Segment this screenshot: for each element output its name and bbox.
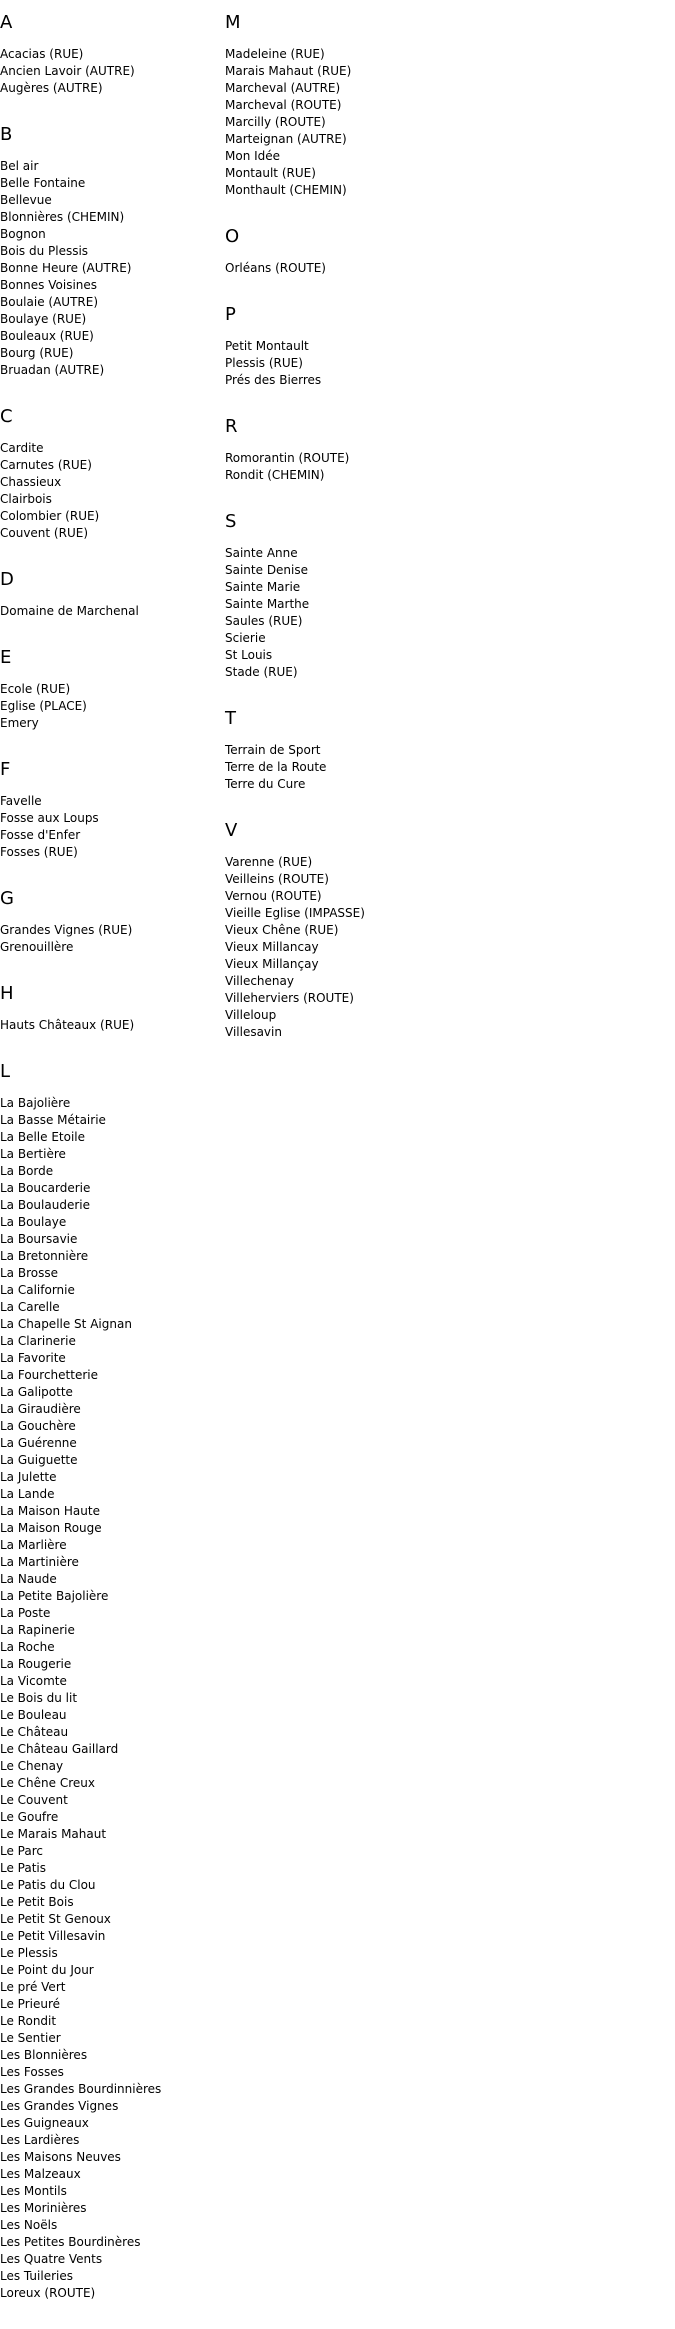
street-list-item: Les Noëls bbox=[0, 2218, 58, 2232]
street-list-item: Villeloup bbox=[225, 1008, 277, 1022]
street-list-item: Favelle bbox=[0, 794, 42, 808]
street-list bbox=[225, 742, 445, 793]
street-list-item: Le Petit Villesavin bbox=[0, 1929, 106, 1943]
street-list-item: Cardite bbox=[0, 441, 44, 455]
street-list-item: La Marlière bbox=[0, 1538, 67, 1552]
section-letter-heading: M bbox=[225, 12, 241, 33]
street-list-item: La Poste bbox=[0, 1606, 51, 1620]
letter-section bbox=[0, 983, 220, 1034]
street-list-item: Les Malzeaux bbox=[0, 2167, 81, 2181]
street-list bbox=[225, 338, 445, 389]
section-letter-heading: E bbox=[0, 647, 12, 668]
letter-section bbox=[0, 888, 220, 956]
street-list-item: Belle Fontaine bbox=[0, 176, 86, 190]
street-list-item: Stade (RUE) bbox=[225, 665, 298, 679]
street-list-item: La Naude bbox=[0, 1572, 57, 1586]
street-list bbox=[0, 158, 220, 379]
street-list-item: Monthault (CHEMIN) bbox=[225, 183, 347, 197]
street-list-item: Bruadan (AUTRE) bbox=[0, 363, 105, 377]
street-list bbox=[0, 922, 220, 956]
street-list bbox=[0, 1017, 220, 1034]
street-list-item: La Maison Haute bbox=[0, 1504, 100, 1518]
street-list-item: Le Prieuré bbox=[0, 1997, 61, 2011]
street-list bbox=[225, 450, 445, 484]
street-list-item: Villechenay bbox=[225, 974, 294, 988]
street-list-item: Mon Idée bbox=[225, 149, 281, 163]
street-list-item: La Favorite bbox=[0, 1351, 66, 1365]
street-list-item: La Bertière bbox=[0, 1147, 66, 1161]
street-list-item: Fosse d'Enfer bbox=[0, 828, 81, 842]
street-list-item: Le Point du Jour bbox=[0, 1963, 94, 1977]
letter-section bbox=[225, 820, 445, 1041]
street-list bbox=[0, 793, 220, 861]
street-list-item: Le Bouleau bbox=[0, 1708, 67, 1722]
street-list-item: Bel air bbox=[0, 159, 39, 173]
street-list-item: La Maison Rouge bbox=[0, 1521, 102, 1535]
street-list-item: Le Plessis bbox=[0, 1946, 58, 1960]
street-list-item: Sainte Anne bbox=[225, 546, 298, 560]
street-list-item: Loreux (ROUTE) bbox=[0, 2286, 96, 2300]
street-list-item: St Louis bbox=[225, 648, 273, 662]
street-list-item: La Roche bbox=[0, 1640, 55, 1654]
letter-section bbox=[0, 569, 220, 620]
letter-section bbox=[0, 647, 220, 732]
section-letter-heading: S bbox=[225, 511, 237, 532]
street-index-column-right bbox=[225, 12, 445, 1068]
street-list-item: La Bretonnière bbox=[0, 1249, 89, 1263]
street-list-item: La Petite Bajolière bbox=[0, 1589, 109, 1603]
street-list-item: Le Patis du Clou bbox=[0, 1878, 96, 1892]
street-list-item: La Boulauderie bbox=[0, 1198, 90, 1212]
street-list-item: La Bajolière bbox=[0, 1096, 71, 1110]
street-list-item: La Rougerie bbox=[0, 1657, 72, 1671]
street-list-item: Les Guigneaux bbox=[0, 2116, 89, 2130]
street-list-item: Carnutes (RUE) bbox=[0, 458, 92, 472]
street-list-item: La Vicomte bbox=[0, 1674, 67, 1688]
street-list-item: Domaine de Marchenal bbox=[0, 604, 139, 618]
street-list-item: Couvent (RUE) bbox=[0, 526, 89, 540]
street-list-item: Les Fosses bbox=[0, 2065, 64, 2079]
street-list-item: Bellevue bbox=[0, 193, 52, 207]
street-list-item: Chassieux bbox=[0, 475, 62, 489]
street-list bbox=[0, 681, 220, 732]
street-list-item: Les Grandes Vignes bbox=[0, 2099, 119, 2113]
street-list-item: Le Petit Bois bbox=[0, 1895, 74, 1909]
street-list-item: La Carelle bbox=[0, 1300, 60, 1314]
street-list-item: La Giraudière bbox=[0, 1402, 81, 1416]
street-list-item: Boulaie (AUTRE) bbox=[0, 295, 99, 309]
section-letter-heading: V bbox=[225, 820, 238, 841]
street-list-item: Villeherviers (ROUTE) bbox=[225, 991, 354, 1005]
street-list-item: Le Château bbox=[0, 1725, 69, 1739]
street-list-item: La Chapelle St Aignan bbox=[0, 1317, 132, 1331]
letter-section bbox=[225, 416, 445, 484]
street-list-item: Romorantin (ROUTE) bbox=[225, 451, 350, 465]
street-list-item: Vieille Eglise (IMPASSE) bbox=[225, 906, 365, 920]
street-list bbox=[0, 603, 220, 620]
street-list-item: Vieux Millancay bbox=[225, 940, 319, 954]
street-list-item: Les Morinières bbox=[0, 2201, 87, 2215]
section-letter-heading: P bbox=[225, 304, 236, 325]
street-list-item: Marcilly (ROUTE) bbox=[225, 115, 326, 129]
street-list-item: Bourg (RUE) bbox=[0, 346, 74, 360]
street-list-item: La Californie bbox=[0, 1283, 75, 1297]
street-list-item: Eglise (PLACE) bbox=[0, 699, 87, 713]
letter-section bbox=[225, 226, 445, 277]
section-letter-heading: L bbox=[0, 1061, 11, 1082]
street-list-item: Le Chêne Creux bbox=[0, 1776, 95, 1790]
street-list-item: Le Rondit bbox=[0, 2014, 57, 2028]
street-list-item: Fosse aux Loups bbox=[0, 811, 99, 825]
street-list-item: Bonnes Voisines bbox=[0, 278, 98, 292]
street-list-item: Veilleins (ROUTE) bbox=[225, 872, 329, 886]
section-letter-heading: B bbox=[0, 124, 13, 145]
street-list-item: Petit Montault bbox=[225, 339, 309, 353]
street-list-item: Bois du Plessis bbox=[0, 244, 89, 258]
street-list-item: Les Grandes Bourdinnières bbox=[0, 2082, 162, 2096]
street-list-item: Vieux Millançay bbox=[225, 957, 319, 971]
section-letter-heading: T bbox=[225, 708, 236, 729]
street-list-item: Rondit (CHEMIN) bbox=[225, 468, 325, 482]
street-list-item: Grenouillère bbox=[0, 940, 74, 954]
street-list bbox=[0, 46, 220, 97]
letter-section bbox=[225, 304, 445, 389]
street-list-item: La Julette bbox=[0, 1470, 57, 1484]
street-list-item: Le Parc bbox=[0, 1844, 43, 1858]
street-list-item: La Lande bbox=[0, 1487, 55, 1501]
section-letter-heading: C bbox=[0, 406, 13, 427]
street-list bbox=[225, 545, 445, 681]
letter-section bbox=[0, 12, 220, 97]
street-list-item: Terre du Cure bbox=[225, 777, 306, 791]
street-list-item: Terre de la Route bbox=[225, 760, 327, 774]
street-list bbox=[225, 46, 445, 199]
street-list-item: Les Blonnières bbox=[0, 2048, 88, 2062]
section-letter-heading: R bbox=[225, 416, 238, 437]
street-list-item: Marcheval (ROUTE) bbox=[225, 98, 342, 112]
letter-section bbox=[0, 1061, 220, 2302]
letter-section bbox=[225, 12, 445, 199]
section-letter-heading: D bbox=[0, 569, 14, 590]
letter-section bbox=[0, 759, 220, 861]
street-list-item: Hauts Châteaux (RUE) bbox=[0, 1018, 135, 1032]
street-list-item: La Clarinerie bbox=[0, 1334, 76, 1348]
street-list-item: Bouleaux (RUE) bbox=[0, 329, 94, 343]
section-letter-heading: A bbox=[0, 12, 13, 33]
street-list-item: Boulaye (RUE) bbox=[0, 312, 87, 326]
street-list-item: Bognon bbox=[0, 227, 46, 241]
street-list-item: Sainte Marie bbox=[225, 580, 301, 594]
street-index-column-left bbox=[0, 12, 220, 2329]
letter-section bbox=[0, 124, 220, 379]
street-list-item: Le Patis bbox=[0, 1861, 47, 1875]
street-list-item: Plessis (RUE) bbox=[225, 356, 303, 370]
street-list-item: Le Petit St Genoux bbox=[0, 1912, 111, 1926]
street-list-item: Ancien Lavoir (AUTRE) bbox=[0, 64, 135, 78]
street-list-item: La Gouchère bbox=[0, 1419, 76, 1433]
street-list-item: Vernou (ROUTE) bbox=[225, 889, 322, 903]
street-list-item: Marais Mahaut (RUE) bbox=[225, 64, 352, 78]
street-list-item: La Guérenne bbox=[0, 1436, 77, 1450]
street-list-item: Vieux Chêne (RUE) bbox=[225, 923, 339, 937]
section-letter-heading: O bbox=[225, 226, 240, 247]
street-list-item: Le Chenay bbox=[0, 1759, 64, 1773]
street-list-item: Fosses (RUE) bbox=[0, 845, 78, 859]
street-list-item: Orléans (ROUTE) bbox=[225, 261, 326, 275]
street-list-item: Bonne Heure (AUTRE) bbox=[0, 261, 132, 275]
street-list-item: La Boucarderie bbox=[0, 1181, 91, 1195]
street-list-item: La Galipotte bbox=[0, 1385, 73, 1399]
street-list-item: Montault (RUE) bbox=[225, 166, 316, 180]
street-list-item: La Martinière bbox=[0, 1555, 79, 1569]
street-list-item: La Boulaye bbox=[0, 1215, 67, 1229]
street-list-item: La Basse Métairie bbox=[0, 1113, 106, 1127]
street-list-item: Prés des Bierres bbox=[225, 373, 322, 387]
street-list-item: La Fourchetterie bbox=[0, 1368, 98, 1382]
street-list-item: Villesavin bbox=[225, 1025, 282, 1039]
street-list bbox=[225, 854, 445, 1041]
street-list-item: Marteignan (AUTRE) bbox=[225, 132, 347, 146]
street-list-item: Blonnières (CHEMIN) bbox=[0, 210, 125, 224]
street-list-item: Colombier (RUE) bbox=[0, 509, 100, 523]
letter-section bbox=[225, 511, 445, 681]
street-list-item: La Guiguette bbox=[0, 1453, 78, 1467]
street-list-item: La Rapinerie bbox=[0, 1623, 75, 1637]
street-list-item: Marcheval (AUTRE) bbox=[225, 81, 341, 95]
street-list-item: Madeleine (RUE) bbox=[225, 47, 325, 61]
street-list-item: La Boursavie bbox=[0, 1232, 78, 1246]
street-list-item: Les Lardières bbox=[0, 2133, 80, 2147]
street-list-item: Ecole (RUE) bbox=[0, 682, 71, 696]
street-list-item: Clairbois bbox=[0, 492, 52, 506]
street-list-item: Grandes Vignes (RUE) bbox=[0, 923, 133, 937]
street-list-item: Les Petites Bourdinères bbox=[0, 2235, 141, 2249]
street-list-item: Emery bbox=[0, 716, 39, 730]
street-list-item: Le pré Vert bbox=[0, 1980, 66, 1994]
street-list-item: Le Bois du lit bbox=[0, 1691, 78, 1705]
letter-section bbox=[0, 406, 220, 542]
street-list-item: Scierie bbox=[225, 631, 266, 645]
street-list bbox=[225, 260, 445, 277]
letter-section bbox=[225, 708, 445, 793]
section-letter-heading: G bbox=[0, 888, 14, 909]
street-list-item: Les Tuileries bbox=[0, 2269, 73, 2283]
street-list bbox=[0, 1095, 220, 2302]
street-list-item: Les Montils bbox=[0, 2184, 67, 2198]
street-list-item: Le Marais Mahaut bbox=[0, 1827, 107, 1841]
street-list-item: Le Sentier bbox=[0, 2031, 61, 2045]
street-list-item: Saules (RUE) bbox=[225, 614, 303, 628]
street-list-item: Augères (AUTRE) bbox=[0, 81, 103, 95]
street-list-item: Le Château Gaillard bbox=[0, 1742, 119, 1756]
street-list bbox=[0, 440, 220, 542]
street-list-item: La Belle Etoile bbox=[0, 1130, 86, 1144]
street-list-item: Sainte Marthe bbox=[225, 597, 310, 611]
street-list-item: Le Couvent bbox=[0, 1793, 68, 1807]
section-letter-heading: H bbox=[0, 983, 14, 1004]
street-list-item: Varenne (RUE) bbox=[225, 855, 313, 869]
street-list-item: La Brosse bbox=[0, 1266, 58, 1280]
street-list-item: Le Goufre bbox=[0, 1810, 59, 1824]
street-list-item: Les Maisons Neuves bbox=[0, 2150, 121, 2164]
street-list-item: Les Quatre Vents bbox=[0, 2252, 103, 2266]
street-list-item: Terrain de Sport bbox=[225, 743, 321, 757]
section-letter-heading: F bbox=[0, 759, 11, 780]
street-list-item: Sainte Denise bbox=[225, 563, 309, 577]
street-list-item: La Borde bbox=[0, 1164, 54, 1178]
street-list-item: Acacias (RUE) bbox=[0, 47, 84, 61]
